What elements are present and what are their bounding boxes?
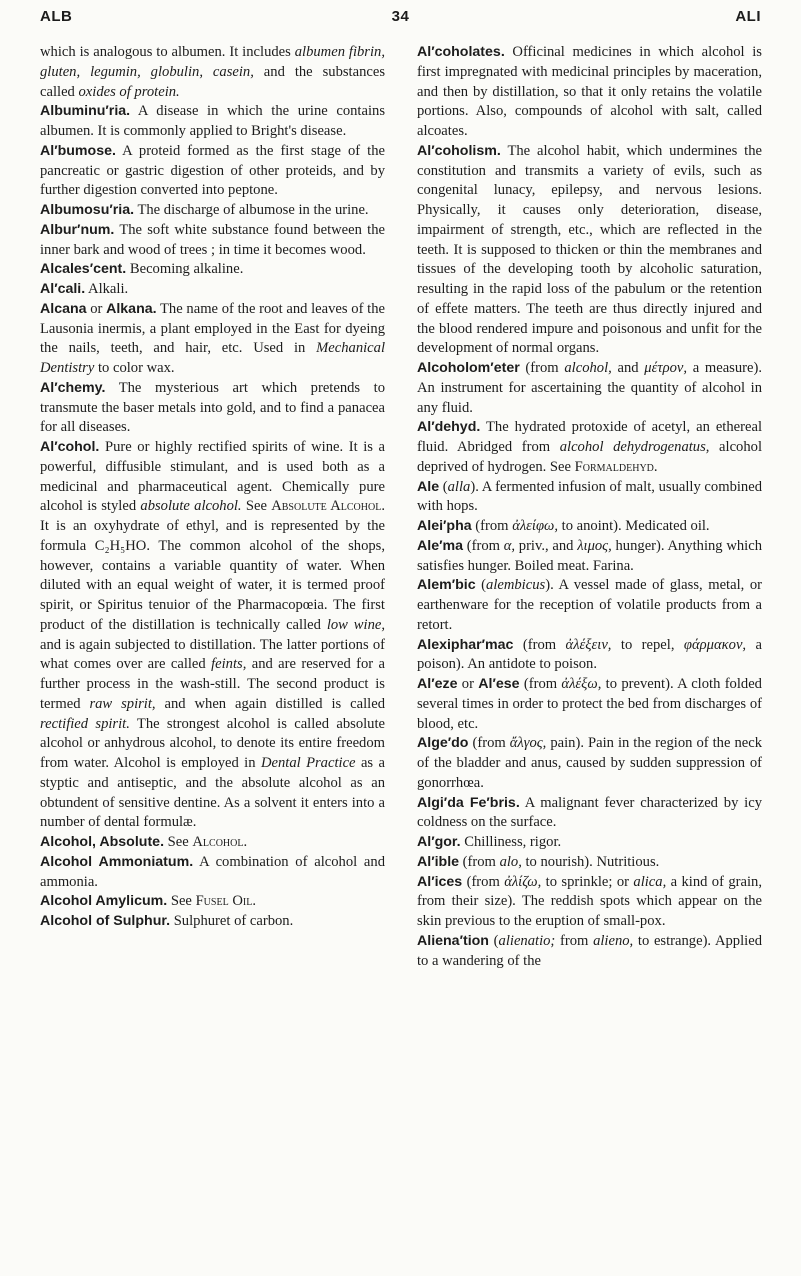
headword: Alcales′cent. [40,261,127,278]
entry-text: . [243,834,248,850]
entry-text: The hydrated protoxide of acetyl, an ethereal fluid. Abridged from [417,419,762,455]
entry-text: See [241,498,272,515]
entry-text: Sulphuret of carbon. [170,913,294,929]
entry-text: (from [471,518,513,534]
cross-reference: Alcohol [192,834,244,850]
dictionary-entry [40,833,385,853]
dictionary-entry [417,873,762,932]
entry-text: (from [463,537,504,554]
entry-text: and [611,360,645,376]
entry-text: a kind of grain, from their size). The reddish spots which appear on the skin previous to the eruption of small-pox. [417,873,762,929]
italic-term: alica, [633,873,667,890]
italic-term: alcohol dehydrogenatus, [559,439,710,455]
headword: Ale′ma [417,537,463,554]
headword: Al′coholism. [417,142,501,159]
dictionary-entry [40,43,385,102]
italic-term: alieno, [593,932,634,949]
entry-text: . It is an oxyhydrate of ethyl, and is represented by the formula C₂H₅HO. The common alcohol of the shops, however, contains a variable quantity of water. When diluted with an equal weight of water, it is termed proof spirit, or Spiritus tenuior of the Pharmacopœia. The first product of the distillation is technically called [40,498,385,633]
entry-text: A proteid formed as the first stage of the pancreatic or gastric digestion of other proteids, and by further digestion converted into peptone. [40,142,385,199]
italic-term: ἀλίζω, [504,873,542,890]
entry-text: Pure or highly rectified spirits of wine. It is a powerful, diffusible stimulant, and is used both as a medicinal and pharmaceutical agent. Chemically pure alcohol is styled [40,439,385,515]
dictionary-entry [417,576,762,635]
italic-term: albumen fibrin, gluten, legumin, globulin, casein, [40,44,385,80]
dictionary-entry [40,379,385,438]
italic-term: alienatio; [498,932,556,949]
headword: Algi′da Fe′bris. [417,794,520,811]
entry-text: a measure). An instrument for ascertaining the quantity of alcohol in any fluid. [417,360,762,416]
dictionary-entry [417,537,762,577]
dictionary-entry [40,260,385,280]
entry-text: to estrange). Applied to a wandering of the [417,932,762,969]
entry-text: to anoint). Medicated oil. [558,518,710,534]
guide-word-right: ALI [735,8,761,25]
entry-text: or [457,676,479,692]
entry-text: ( [488,932,499,949]
italic-term: absolute alcohol. [140,498,242,515]
headword: Al′chemy. [40,379,106,396]
entry-text: (from [468,735,510,752]
dictionary-entry [417,142,762,359]
entry-text: (from [459,853,500,870]
italic-term: φάρμακον, [683,636,747,653]
entry-text: A combination of alcohol and ammonia. [40,853,385,890]
entry-text: (from [519,360,565,376]
italic-term: alcohol, [564,360,612,376]
entry-text: or [86,300,107,317]
headword: Al′cohol. [40,439,100,455]
dictionary-entry [417,675,762,734]
headword: Albur′num. [40,221,115,238]
headword: Alge′do [417,735,469,752]
headword: Alcana [40,300,87,317]
entry-text: and are reserved for a further process in the wash-still. The second product is termed [40,656,385,712]
entry-text: to repel, [611,636,684,653]
entry-text: See [167,893,196,910]
entry-text: pain). Pain in the region of the neck of the bladder and anus, caused by sudden suppression of gonorrhœa. [417,735,762,791]
entry-text: ( [475,577,487,594]
entry-text: hunger). Anything which satisfies hunger. Boiled meat. Farina. [417,537,763,574]
italic-term: Dental Practice [260,755,356,771]
entry-text: and the substances called [40,63,386,100]
italic-term: μέτρον, [644,360,687,376]
entry-text: See [164,834,193,850]
dictionary-entry [417,43,762,142]
entry-text: The name of the root and leaves of the Lausonia inermis, a plant employed in the East for dyeing the nails, teeth, and hair, etc. Used in [40,300,385,357]
italic-term: low wine, [326,616,385,633]
headword: Alcohol Ammoniatum. [40,853,194,870]
entry-text: as a styptic and antiseptic, and the absolute alcohol as an obtundent of sensitive dentine. As a solvent it enters into a number of dental formulæ. [40,755,385,831]
headword: Alcohol, Absolute. [40,834,165,850]
headword: Ale [417,478,440,495]
entry-text: which is analogous to albumen. It includes [40,44,295,60]
italic-term: raw spirit, [89,695,156,712]
dictionary-entry [40,221,385,261]
dictionary-entry [417,794,762,834]
dictionary-entry [417,359,762,418]
italic-term: oxides of protein. [78,83,180,100]
headword: Al′eze [417,676,458,692]
entry-text: Officinal medicines in which alcohol is first impregnated with medicinal principles by maceration, and then by distillation, so that it only retains the volatile portions. Also, compounds of alcohol with salt, called alcoates. [417,44,762,139]
page-number: 34 [391,8,410,25]
entry-text: The alcohol habit, which undermines the constitution and transmits a variety of evils, such as congenital lunacy, epilepsy, and nervous lesions. Physically, it causes only deterioration, disease, impairment of strength, etc., which are reflected in the teeth. It is supposed to thicken or thin the membranes and tissues of the developing tooth by alcoholic saturation, resulting in the rapid loss of the pabulum or the retention of effete matters. The teeth are thus directly injured and the blood rendered impure and poisonous and unfit for the development of normal organs. [417,142,762,357]
headword: Albumosu′ria. [40,202,135,218]
headword: Alcoholom′eter [417,360,520,376]
dictionary-entry [40,853,385,893]
headword: Alcohol Amylicum. [40,893,168,910]
entry-text: to sprinkle; or [541,873,634,890]
italic-term: feints, [211,656,247,673]
headword: Alexiphar′mac [417,636,514,653]
entry-text: (from [513,636,566,653]
dictionary-entry [40,280,385,300]
entry-text: priv., and [515,537,578,554]
right-column [417,43,762,971]
headword: Al′cali. [40,281,86,297]
headword: Alei′pha [417,518,472,534]
running-head [40,8,761,28]
headword: Al′dehyd. [417,419,481,436]
dictionary-entry [40,892,385,912]
entry-text: (from [519,676,562,692]
headword: Albuminu′ria. [40,103,131,120]
dictionary-entry [40,102,385,142]
headword: Al′ible [417,853,460,870]
entry-text: Chilliness, rigor. [460,834,562,850]
dictionary-entry [417,478,762,518]
left-column [40,43,385,932]
entry-text: . [252,893,256,910]
entry-text: a poison). An antidote to poison. [417,636,762,673]
dictionary-entry [417,517,762,537]
dictionary-entry [417,833,762,853]
dictionary-entry [417,853,762,873]
dictionary-entry [417,418,762,477]
dictionary-entry [417,932,762,972]
entry-text: ). A fermented infusion of malt, usually combined with hops. [417,478,762,515]
dictionary-entry [40,300,385,379]
headword: Al′ices [417,873,463,890]
italic-term: ἀλείφω, [512,518,558,534]
entry-text: (from [462,873,505,890]
entry-text: to nourish). Nutritious. [521,853,660,870]
italic-term: alla [447,478,471,495]
entry-text: ). A vessel made of glass, metal, or earthenware for the reception of volatile products from a retort. [417,577,762,633]
italic-term: ἄλγος, [509,735,547,752]
entry-text: The soft white substance found between the inner bark and wood of trees ; in time it becomes wood. [40,221,385,258]
entry-text: A malignant fever characterized by icy coldness on the surface. [417,794,762,831]
entry-text: Becoming alkaline. [126,261,244,278]
headword: Alem′bic [417,577,476,594]
entry-text: and is again subjected to distillation. The latter portions of what comes over are called [40,636,385,673]
entry-text: Alkali. [85,281,129,297]
entry-text: The discharge of albumose in the urine. [134,202,369,218]
entry-text: The mysterious art which pretends to transmute the baser metals into gold, and to find a panacea for all diseases. [40,379,385,436]
entry-text: to color wax. [94,360,175,376]
entry-text: from [555,932,594,949]
entry-text: to prevent). A cloth folded several times in order to protect the bed from discharges of blood, etc. [417,676,762,732]
italic-term: alembicus [486,577,546,594]
headword: Al′coholates. [417,44,505,60]
cross-reference: Formaldehyd [574,458,654,475]
headword: Alcohol of Sulphur. [40,913,171,929]
entry-text: The strongest alcohol is called absolute alcohol or anhydrous alcohol, to denote its entire freedom from water. Alcohol is employed in [40,715,385,771]
dictionary-entry [40,201,385,221]
entry-text: A disease in which the urine contains albumen. It is commonly applied to Bright's disease. [40,103,385,139]
entry-text: ( [439,478,448,495]
italic-term: alo, [499,853,522,870]
headword: Al′gor. [417,834,461,850]
cross-reference: Absolute Alcohol [271,498,382,515]
dictionary-entry [417,734,762,793]
cross-reference: Fusel Oil [195,893,253,910]
headword: Al′bumose. [40,142,116,159]
entry-text: alcohol deprived of hydrogen. See [417,439,762,475]
italic-term: rectified spirit. [40,715,130,732]
italic-term: α, [503,537,516,554]
headword: Al′ese [478,676,520,692]
italic-term: λιμος, [577,537,612,554]
italic-term: Mechanical Dentistry [40,340,385,376]
headword: Alkana. [106,300,157,317]
dictionary-entry [40,912,385,932]
italic-term: ἀλέξειν, [565,636,612,653]
dictionary-entry [417,636,762,676]
dictionary-entry [40,142,385,201]
italic-term: ἀλέξω, [561,676,602,692]
headword: Aliena′tion [417,932,489,949]
entry-text: and when again distilled is called [155,695,385,712]
guide-word-left: ALB [40,8,73,25]
dictionary-entry [40,438,385,833]
entry-text: . [653,458,658,475]
